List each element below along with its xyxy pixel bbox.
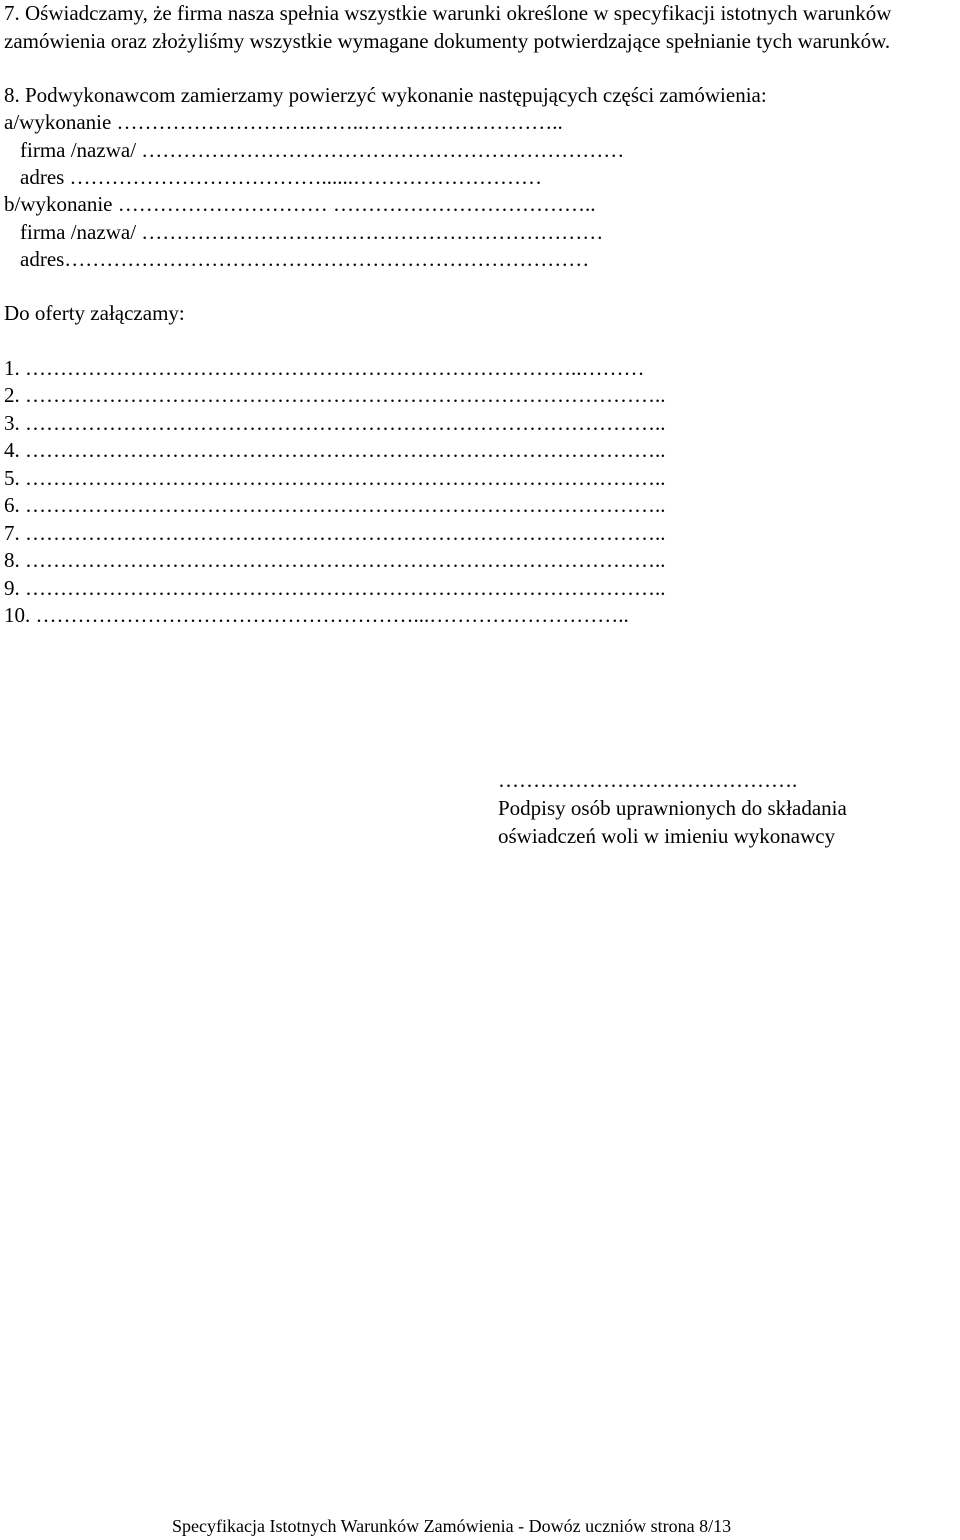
subcontractor-b-address: adres………………………………………………………………… [20, 247, 590, 271]
subcontractor-b-name: firma /nazwa/ ………………………………………………………… [20, 220, 604, 244]
attachment-line: 2. ……………………………………………………………………………….. [4, 383, 666, 407]
signature-block [498, 766, 847, 850]
subcontractor-a-scope: a/wykonanie ……………………….……..……………………….. [4, 110, 563, 134]
declaration-item-8: 8. Podwykonawcom zamierzamy powierzyć wykonanie następujących części zamówienia: [4, 83, 767, 107]
attachment-line: 8. ……………………………………………………………………………….. [4, 548, 666, 572]
attachments-title: Do oferty załączamy: [4, 301, 185, 325]
subcontractor-a-name: firma /nazwa/ …………………………………………………………… [20, 138, 625, 162]
attachment-line: 1. ……………………………………………………………………..……… [4, 356, 645, 380]
declaration-item-7: 7. Oświadczamy, że firma nasza spełnia wszystkie warunki określone w specyfikacji istotnych warunków zamówienia oraz złożyliśmy wszystkie wymagane dokumenty potwierdzające spełnianie tych warunków. [4, 1, 892, 53]
attachment-line: 6. ……………………………………………………………………………….. [4, 493, 666, 517]
attachment-line: 7. ……………………………………………………………………………….. [4, 521, 666, 545]
subcontractor-a-address: adres ………………………………......……………………… [20, 165, 543, 189]
page-footer: Specyfikacja Istotnych Warunków Zamówienia - Dowóz uczniów strona 8/13 [172, 1516, 732, 1536]
signature-caption-line-2: oświadczeń woli w imieniu wykonawcy [498, 824, 836, 848]
attachment-line: 4. ……………………………………………………………………………….. [4, 438, 666, 462]
attachment-line: 9. ……………………………………………………………………………….. [4, 576, 666, 600]
signature-dots: ……………………………………. [498, 768, 798, 792]
attachment-line: 10. ………………………………………………...……………………….. [4, 603, 629, 627]
subcontractor-b-scope: b/wykonanie ………………………… ……………………………….. [4, 192, 596, 216]
attachment-line: 3. ……………………………………………………………………………….. [4, 411, 666, 435]
signature-caption-line-1: Podpisy osób uprawnionych do składania [498, 796, 847, 820]
attachment-line: 5. ……………………………………………………………………………….. [4, 466, 666, 490]
